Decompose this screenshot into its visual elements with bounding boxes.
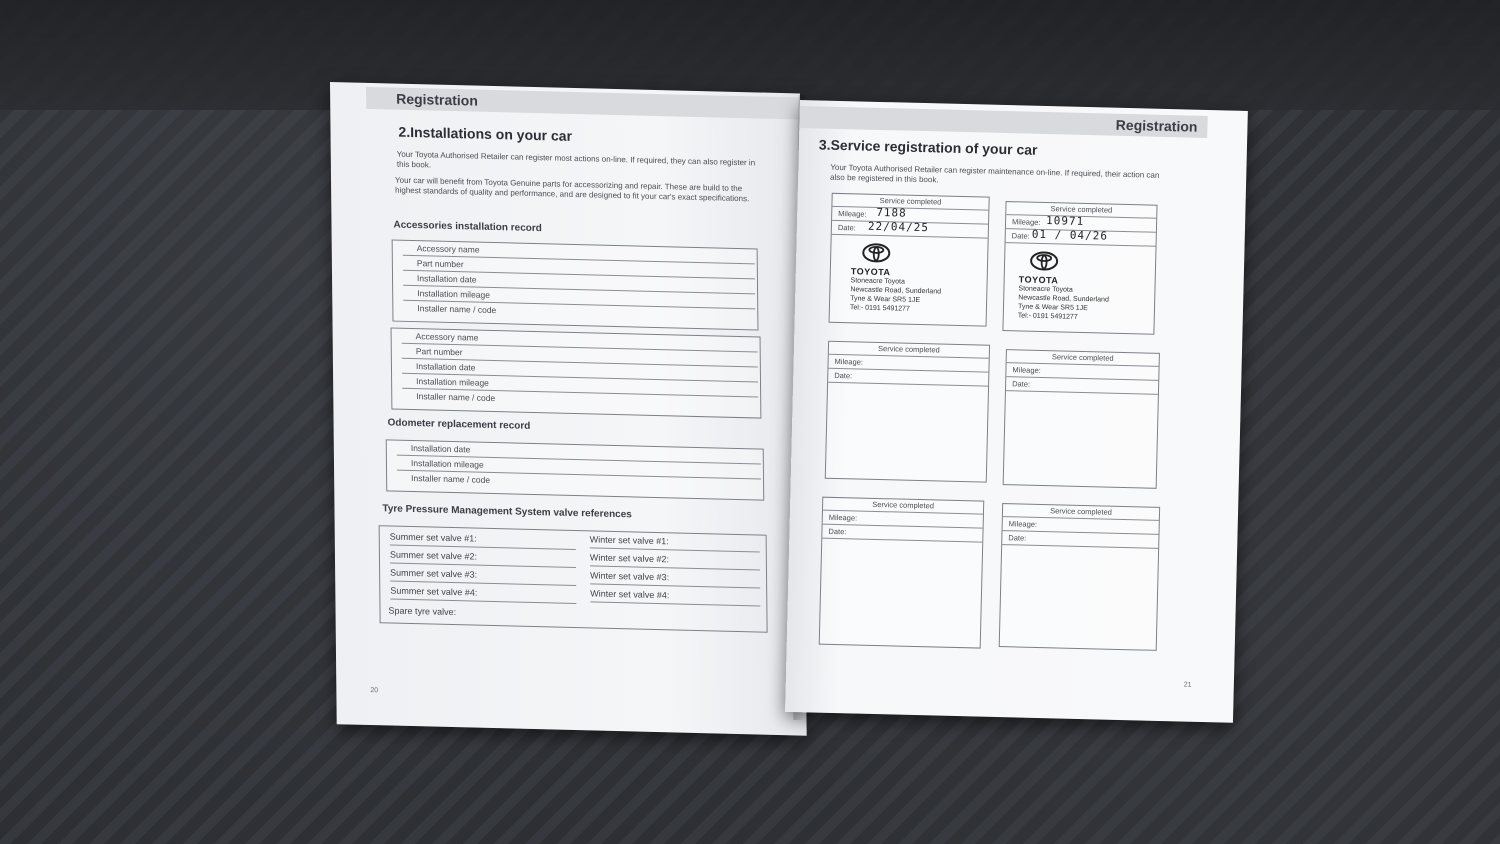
installer-row: Installer name / code (416, 391, 496, 404)
tpms-heading: Tyre Pressure Management System valve references (382, 503, 632, 521)
date-line (1002, 531, 1158, 549)
service-intro: Your Toyota Authorised Retailer can register maintenance on-line. If required, their action can also be registered in this book. (830, 162, 1160, 185)
service-box-4 (1003, 349, 1160, 489)
summer-valve-2: Summer set valve #2: (390, 546, 576, 568)
stamp-address: Newcastle Road, Sunderland (1018, 294, 1109, 304)
date-line (1006, 229, 1156, 247)
service-box-header: Service completed (1007, 350, 1159, 367)
odometer-date-row: Installation date (397, 441, 761, 465)
service-box-header: Service completed (829, 342, 989, 359)
date-line (828, 369, 988, 387)
mileage-handwritten: 7188 (876, 205, 907, 220)
toyota-logo-icon (861, 243, 891, 264)
left-page-header: Registration (366, 87, 800, 120)
installation-mileage-row: Installation mileage (402, 374, 758, 398)
mileage-handwritten: 10971 (1045, 214, 1085, 228)
odometer-mileage-row: Installation mileage (397, 456, 761, 480)
stamp-dealer: Stoneacre Toyota (850, 277, 906, 286)
installations-title: 2.Installations on your car (398, 123, 573, 144)
tpms-table (379, 525, 768, 633)
date-label: Date: (1008, 533, 1027, 543)
mileage-label: Mileage: (834, 356, 864, 367)
winter-valve-2: Winter set valve #2: (590, 549, 760, 570)
stamp-phone: Tel:- 0191 5491277 (849, 304, 910, 313)
installations-intro-2: Your car will benefit from Toyota Genuine parts for accessorizing and repair. These are build to the highest standards of quality and performance, and are designed to fit your car's exact specifications. (394, 175, 750, 204)
date-label: Date: (828, 526, 847, 537)
service-box-header: Service completed (1003, 504, 1159, 521)
stamp-dealer: Stoneacre Toyota (1018, 285, 1073, 294)
dealer-stamp (1018, 250, 1110, 322)
left-page-number: 20 (370, 687, 379, 695)
accessory-name-row: Accessory name (402, 329, 758, 353)
accessory-record-2 (391, 327, 762, 418)
mileage-label: Mileage: (1011, 217, 1041, 227)
installation-date-row: Installation date (402, 359, 758, 383)
stamp-region: Tyne & Wear SR5 1JE (1017, 303, 1088, 313)
mileage-label: Mileage: (838, 208, 867, 219)
date-handwritten: 01 / 04/26 (1031, 227, 1109, 243)
service-box-5 (819, 497, 985, 649)
accessory-record-1 (392, 240, 759, 331)
spare-tyre-valve: Spare tyre valve: (388, 605, 457, 618)
date-label: Date: (834, 370, 853, 381)
right-page (785, 100, 1248, 723)
summer-valve-4: Summer set valve #4: (390, 582, 576, 604)
stamp-phone: Tel:- 0191 5491277 (1017, 312, 1078, 321)
stamp-brand: TOYOTA (850, 266, 891, 278)
odometer-installer-row: Installer name / code (411, 473, 491, 485)
date-handwritten: 22/04/25 (867, 219, 930, 235)
date-line (1006, 377, 1158, 395)
accessory-name-row: Accessory name (403, 241, 755, 265)
service-box-header: Service completed (1006, 202, 1156, 219)
stamp-address: Newcastle Road, Sunderland (850, 286, 942, 296)
date-line (822, 525, 982, 543)
left-page (330, 82, 807, 736)
mileage-label: Mileage: (1008, 519, 1038, 529)
summer-valve-3: Summer set valve #3: (390, 564, 576, 586)
part-number-row: Part number (403, 256, 755, 280)
mileage-label: Mileage: (828, 512, 858, 523)
installations-intro-1: Your Toyota Authorised Retailer can register most actions on-line. If required, they can also register in this book. (396, 149, 756, 170)
date-label: Date: (837, 222, 856, 233)
dealer-stamp (850, 242, 942, 314)
stamp-brand: TOYOTA (1018, 274, 1059, 286)
accessories-heading: Accessories installation record (393, 219, 542, 235)
service-box-2 (1002, 201, 1157, 335)
toyota-logo-icon (1029, 251, 1059, 272)
installation-mileage-row: Installation mileage (403, 286, 755, 310)
service-box-header: Service completed (823, 498, 983, 515)
date-label: Date: (1011, 231, 1030, 241)
winter-valve-1: Winter set valve #1: (590, 531, 760, 552)
service-box-6 (999, 503, 1160, 651)
winter-valve-4: Winter set valve #4: (590, 585, 760, 606)
stamp-region: Tyne & Wear SR5 1JE (850, 295, 921, 304)
winter-valve-3: Winter set valve #3: (590, 567, 760, 588)
installation-date-row: Installation date (403, 271, 755, 295)
odometer-record (386, 439, 765, 500)
service-box-3 (825, 341, 990, 483)
date-line (832, 221, 988, 239)
odometer-heading: Odometer replacement record (387, 417, 531, 432)
mileage-label: Mileage: (1012, 365, 1041, 375)
service-box-header: Service completed (832, 194, 988, 211)
right-page-header: Registration (799, 106, 1207, 138)
summer-valve-1: Summer set valve #1: (390, 528, 576, 550)
service-box-1 (829, 193, 990, 327)
installer-row: Installer name / code (417, 303, 497, 316)
part-number-row: Part number (402, 344, 758, 368)
service-title: 3.Service registration of your car (818, 136, 1038, 158)
right-page-number: 21 (1183, 681, 1192, 689)
date-label: Date: (1012, 379, 1031, 389)
